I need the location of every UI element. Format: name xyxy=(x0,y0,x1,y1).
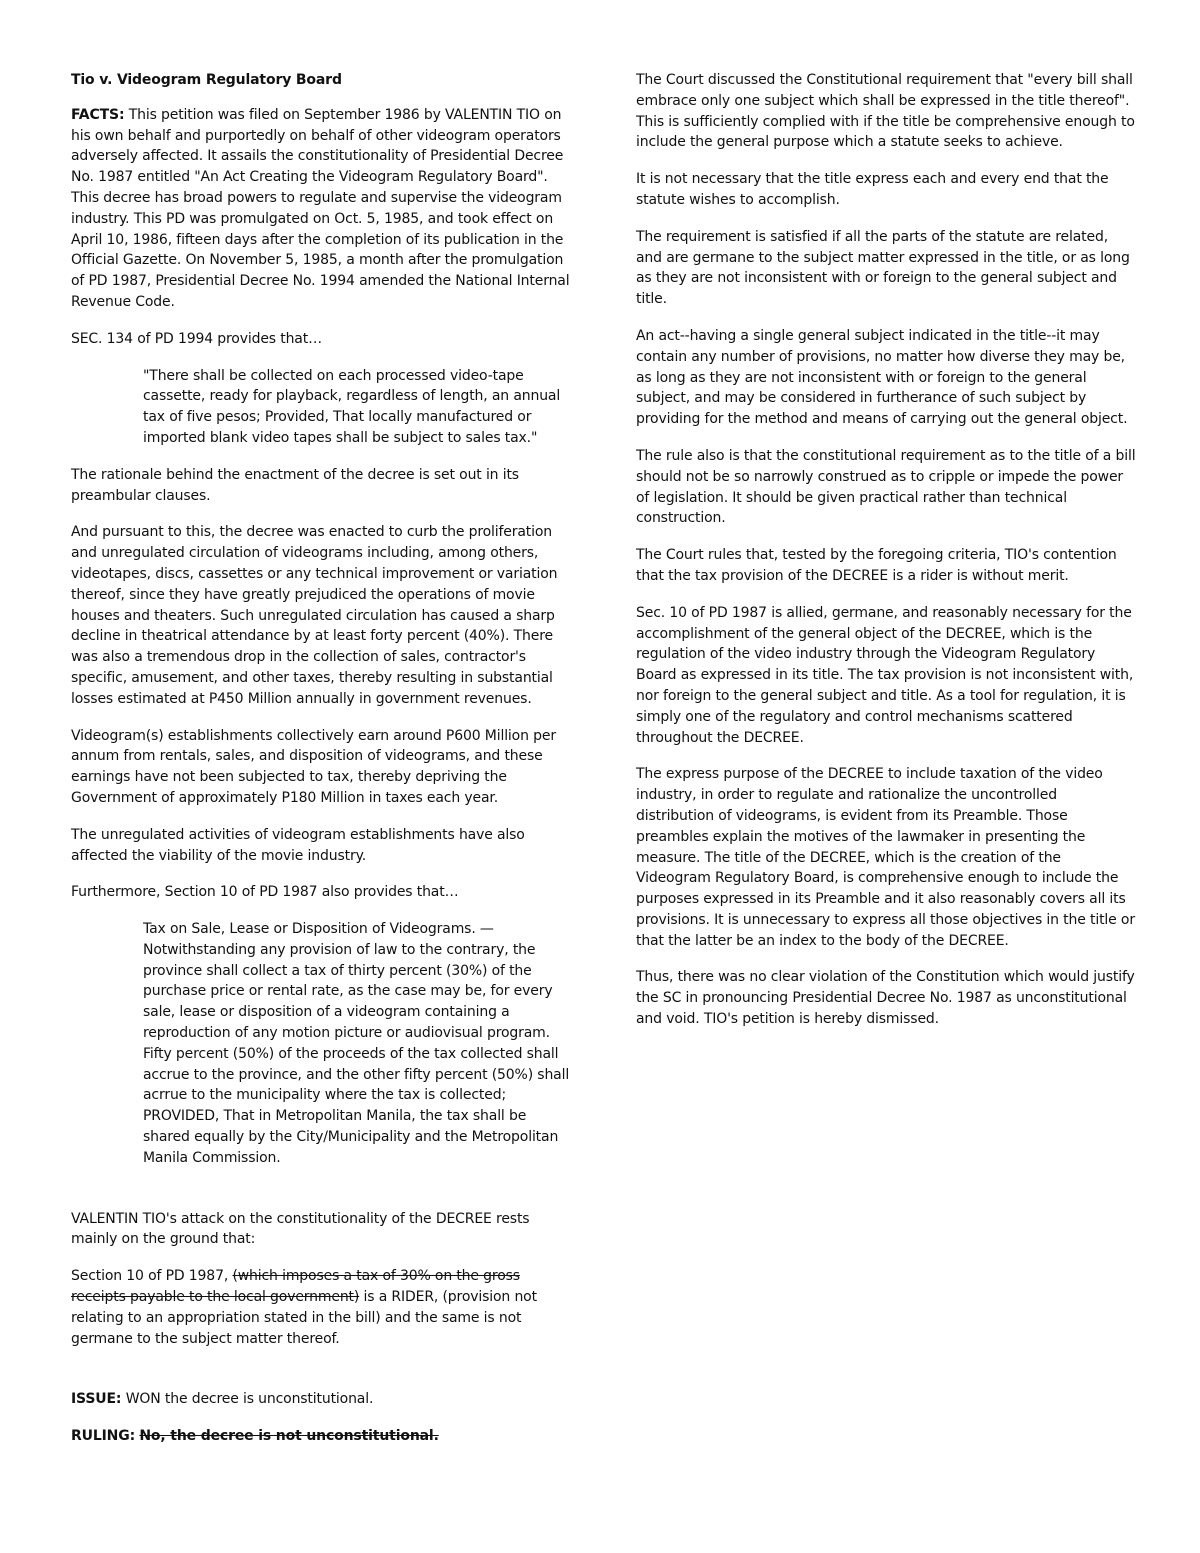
facts-label: FACTS: xyxy=(71,106,125,123)
issue-text: WON the decree is unconstitutional. xyxy=(121,1391,374,1408)
facts-text: This petition was filed on September 1986 by VALENTIN TIO on his own behalf and purportedly on behalf of other videogram operators adversely affected. It assails the constitutionality of Presidential Decree No. 1987 entitled "An Act Creating the Videogram Regulatory Board". This decree has broad powers to regulate and supervise the videogram industry. This PD was promulgated on Oct. 5, 1985, and took effect on April 10, 1986, fifteen days after the completion of its publication in the Official Gazette. On November 5, 1985, a month after the promulgation of PD 1987, Presidential Decree No. 1994 amended the National Internal Revenue Code. xyxy=(71,106,570,310)
ruling-text: No, the decree is not unconstitutional. xyxy=(139,1428,439,1445)
sec134-intro: SEC. 134 of PD 1994 provides that… xyxy=(71,330,322,347)
sec134-quote: "There shall be collected on each processed video-tape cassette, ready for playback, regardless of length, an annual tax of five pesos; Provided, That locally manufactured or imported blank video tapes shall be subject to sales tax." xyxy=(143,367,561,446)
right-paragraph-9: Thus, there was no clear violation of the Constitution which would justify the SC in pronouncing Presidential Decree No. 1987 as unconstitutional and void. TIO's petition is hereby dismissed. xyxy=(636,969,1135,1028)
earnings-paragraph: Videogram(s) establishments collectively earn around P600 Million per annum from rentals, sales, and disposition of videograms, and these earnings have not been subjected to tax, thereby depriving the Government of approximately P180 Million in taxes each year. xyxy=(71,727,556,806)
ruling-label: RULING: xyxy=(71,1428,136,1445)
right-paragraph-4: An act--having a single general subject indicated in the title--it may contain any number of provisions, no matter how diverse they may be, as long as they are not inconsistent with or foreign to the general subject, and may be considered in furtherance of such subject by providing for the method and means of carrying out the general object. xyxy=(636,327,1128,428)
facts-paragraph xyxy=(71,105,571,313)
left-column xyxy=(71,70,571,1463)
right-paragraph-8: The express purpose of the DECREE to include taxation of the video industry, in order to regulate and rationalize the uncontrolled distribution of videograms, is evident from its Preamble. Those preambles explain the motives of the lawmaker in presenting the measure. The title of the DECREE, which is the creation of the Videogram Regulatory Board, is comprehensive enough to include the purposes expressed in its Preamble and it also reasonably covers all its provisions. It is unnecessary to express all those objectives in the title or that the latter be an index to the body of the DECREE. xyxy=(636,766,1135,949)
rider-text-b: is a RIDER, (provision not relating to an appropriation stated in the bill) and the same is not germane to the subject matter thereof. xyxy=(71,1289,537,1347)
document-title: Tio v. Videogram Regulatory Board xyxy=(71,72,342,88)
right-paragraph-5: The rule also is that the constitutional requirement as to the title of a bill should not be so narrowly construed as to cripple or impede the power of legislation. It should be given practical rather than technical construction. xyxy=(636,447,1136,527)
rider-struck-text: (which imposes a tax of 30% on the gross receipts payable to the local government) xyxy=(71,1268,520,1306)
pursuant-paragraph: And pursuant to this, the decree was enacted to curb the proliferation and unregulated circulation of videograms including, among others, videotapes, discs, cassettes or any technical improvement or variation thereof, since they have greatly prejudiced the operations of movie houses and theaters. Such unregulated circulation has caused a sharp decline in theatrical attendance by at least forty percent (40%). There was also a tremendous drop in the collection of sales, contractor's specific, amusement, and other taxes, thereby resulting in substantial losses estimated at P450 Million annually in government revenues. xyxy=(71,524,558,707)
right-paragraph-1: The Court discussed the Constitutional requirement that "every bill shall embrace only one subject which shall be expressed in the title thereof". This is sufficiently complied with if the title be comprehensive enough to include the general purpose which a statute seeks to achieve. xyxy=(636,72,1135,151)
unregulated-paragraph: The unregulated activities of videogram establishments have also affected the viability of the movie industry. xyxy=(71,826,525,864)
sec10-intro: Furthermore, Section 10 of PD 1987 also provides that… xyxy=(71,884,459,901)
issue-paragraph xyxy=(71,1389,571,1410)
ruling-paragraph xyxy=(71,1426,571,1447)
right-paragraph-6: The Court rules that, tested by the foregoing criteria, TIO's contention that the tax provision of the DECREE is a rider is without merit. xyxy=(636,547,1117,584)
right-column xyxy=(636,70,1136,1046)
right-paragraph-2: It is not necessary that the title express each and every end that the statute wishes to accomplish. xyxy=(636,171,1109,208)
rationale-paragraph: The rationale behind the enactment of the decree is set out in its preambular clauses. xyxy=(71,466,519,504)
right-paragraph-7: Sec. 10 of PD 1987 is allied, germane, and reasonably necessary for the accomplishment of the general object of the DECREE, which is the regulation of the video industry through the Videogram Regulatory Board as expressed in its title. The tax provision is not inconsistent with, nor foreign to the general subject and title. As a tool for regulation, it is simply one of the regulatory and control mechanisms scattered throughout the DECREE. xyxy=(636,604,1134,746)
rider-paragraph xyxy=(71,1266,571,1349)
rider-text-a: Section 10 of PD 1987, xyxy=(71,1268,233,1285)
right-paragraph-3: The requirement is satisfied if all the parts of the statute are related, and are germane to the subject matter expressed in the title, or as long as they are not inconsistent with or foreign to the general subject and title. xyxy=(636,228,1130,308)
issue-label: ISSUE: xyxy=(71,1391,122,1408)
sec10-quote: Tax on Sale, Lease or Disposition of Videograms. — Notwithstanding any provision of law to the contrary, the province shall collect a tax of thirty percent (30%) of the purchase price or rental rate, as the case may be, for every sale, lease or disposition of a videogram containing a reproduction of any motion picture or audiovisual program. Fifty percent (50%) of the proceeds of the tax collected shall accrue to the province, and the other fifty percent (50%) shall acrrue to the municipality where the tax is collected; PROVIDED, That in Metropolitan Manila, the tax shall be shared equally by the City/Municipality and the Metropolitan Manila Commission. xyxy=(143,921,570,1166)
attack-paragraph: VALENTIN TIO's attack on the constitutionality of the DECREE rests mainly on the ground that: xyxy=(71,1210,530,1248)
